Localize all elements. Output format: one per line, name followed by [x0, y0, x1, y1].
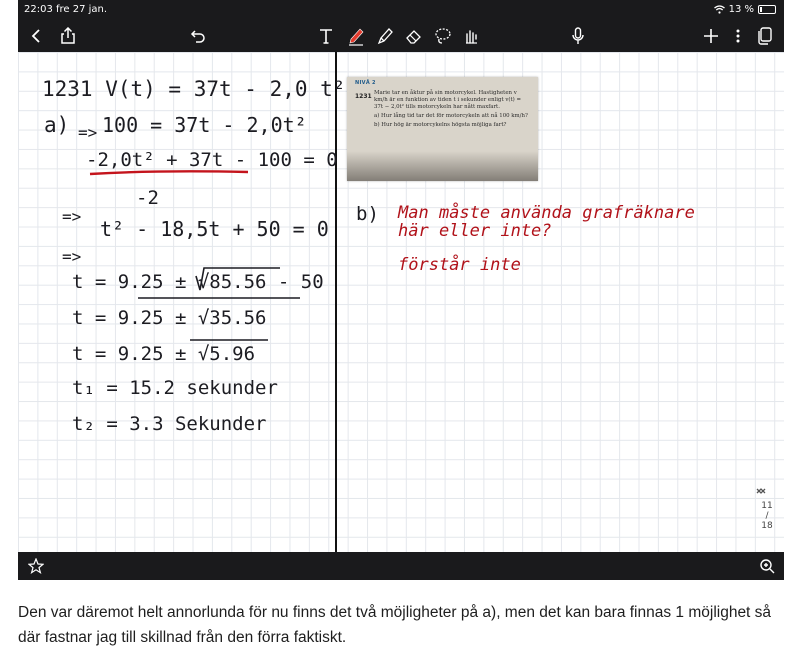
highlighter-icon[interactable]: [373, 24, 397, 48]
textbook-photo[interactable]: [347, 77, 538, 181]
note-line: t = 9.25 ± √85.56 - 50: [72, 271, 324, 293]
bottom-bar: [18, 552, 784, 580]
microphone-icon[interactable]: [566, 24, 590, 48]
note-line: 100 = 37t - 2,0t²: [102, 113, 307, 137]
zoom-icon[interactable]: [755, 554, 779, 578]
pages-icon[interactable]: [753, 24, 777, 48]
red-note-line: här eller inte?: [398, 221, 552, 241]
lasso-icon[interactable]: [431, 24, 455, 48]
note-line: t = 9.25 ± √5.96: [72, 343, 256, 365]
photo-option-b: b) Hur hög är motorcykelns högsta möjliga fart?: [374, 122, 507, 128]
note-line: -2,0t² + 37t - 100 = 0: [86, 149, 338, 171]
status-date: fre 27 jan.: [56, 4, 108, 15]
add-icon[interactable]: [699, 24, 723, 48]
image-icon[interactable]: [460, 24, 484, 48]
note-line: t = 9.25 ± √35.56: [72, 307, 267, 329]
photo-option-a: a) Hur lång tid tar det för motorcykeln att nå 100 km/h?: [374, 113, 528, 119]
battery-icon: [758, 5, 776, 14]
post-caption: Den var däremot helt annorlunda för nu finns det två möjligheter på a), men det kan bara finnas 1 möjlighet så där fastnar jag till skillnad från den förra faktiskt.: [18, 604, 772, 646]
note-line: =>: [62, 207, 82, 226]
note-line: -2: [136, 187, 159, 209]
note-line: =>: [78, 123, 98, 142]
page-separator: /: [765, 511, 769, 521]
note-canvas[interactable]: [18, 52, 784, 552]
note-line: t² - 18,5t + 50 = 0: [100, 217, 329, 241]
more-icon[interactable]: [726, 24, 750, 48]
note-line: =>: [62, 247, 82, 266]
undo-icon[interactable]: [186, 24, 210, 48]
eraser-icon[interactable]: [402, 24, 426, 48]
red-note-line: Man måste använda grafräknare: [398, 203, 695, 223]
status-right: [714, 4, 776, 15]
note-line: b): [356, 203, 379, 225]
page-current: 11: [761, 501, 773, 511]
wifi-icon: [714, 5, 725, 14]
photo-problem-text: Marie tar en åktur på sin motorcykel. Hastigheten v km/h är en funktion av tiden t i sekunder enligt v(t) = 37t − 2,0t² tills motorcykeln har nått maxfart.: [374, 90, 521, 110]
page-navigator: [755, 487, 779, 552]
battery-percent: 13 %: [728, 4, 754, 15]
star-icon[interactable]: [24, 554, 48, 578]
toolbar: [18, 20, 784, 52]
text-tool-icon[interactable]: [314, 24, 338, 48]
back-icon[interactable]: [24, 24, 48, 48]
note-line: a): [44, 113, 70, 137]
status-time: 22:03: [24, 4, 53, 15]
photo-text-block: [374, 90, 530, 129]
photo-level: NIVÅ 2: [355, 80, 376, 86]
ipad-screen: [18, 0, 784, 580]
photo-shadow: [347, 151, 538, 181]
note-line: t₂ = 3.3 Sekunder: [72, 413, 267, 435]
photo-problem-number: 1231: [355, 93, 372, 100]
underline-stroke: [90, 171, 248, 174]
share-icon[interactable]: [56, 24, 80, 48]
note-line: t₁ = 15.2 sekunder: [72, 377, 278, 399]
red-note-line: förstår inte: [398, 255, 521, 275]
pen-icon[interactable]: [344, 24, 368, 48]
note-line: 1231 V(t) = 37t - 2,0 t²: [42, 77, 346, 101]
status-bar: [18, 0, 784, 20]
page-total: 18: [761, 521, 773, 531]
